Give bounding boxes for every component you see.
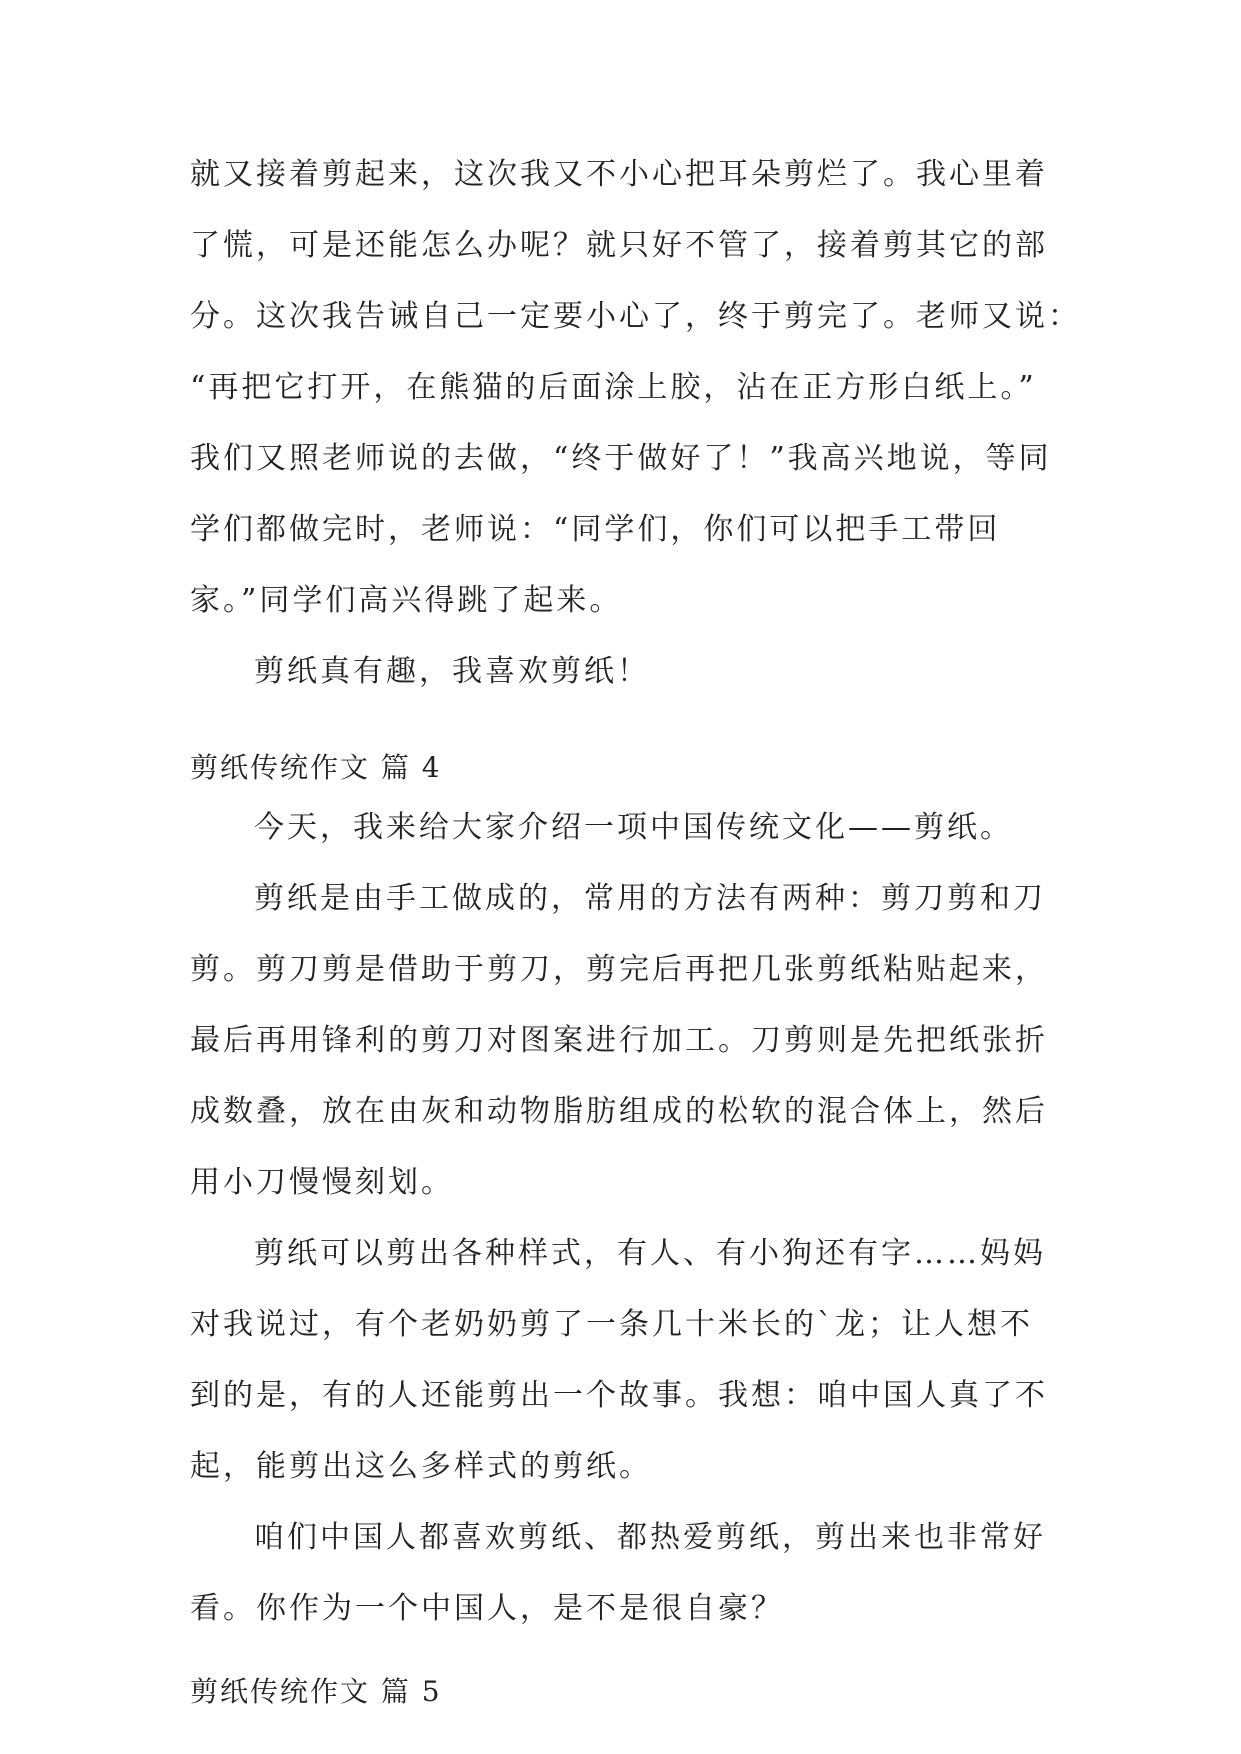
paragraph-line: 成数叠，放在由灰和动物脂肪组成的松软的混合体上，然后 bbox=[190, 1094, 1048, 1129]
paragraph-line: 就又接着剪起来，这次我又不小心把耳朵剪烂了。我心里着 bbox=[190, 157, 1048, 192]
paragraph-line: 剪纸是由手工做成的，常用的方法有两种：剪刀剪和刀 bbox=[254, 881, 1046, 916]
paragraph-line: 到的是，有的人还能剪出一个故事。我想：咱中国人真了不 bbox=[190, 1378, 1048, 1413]
section-heading: 剪纸传统作文 篇 5 bbox=[190, 1675, 442, 1708]
paragraph-line: 对我说过，有个老奶奶剪了一条几十米长的`龙；让人想不 bbox=[190, 1307, 1033, 1342]
paragraph-line: 剪纸真有趣，我喜欢剪纸！ bbox=[254, 654, 650, 689]
paragraph-line: 我们又照老师说的去做，“终于做好了！”我高兴地说，等同 bbox=[190, 441, 1052, 476]
paragraph-line: 今天，我来给大家介绍一项中国传统文化——剪纸。 bbox=[254, 810, 1013, 845]
paragraph-line: 咱们中国人都喜欢剪纸、都热爱剪纸，剪出来也非常好 bbox=[254, 1520, 1046, 1555]
paragraph-line: 分。这次我告诫自己一定要小心了，终于剪完了。老师又说： bbox=[190, 299, 1081, 334]
paragraph-line: 起，能剪出这么多样式的剪纸。 bbox=[190, 1449, 652, 1484]
paragraph-line: 剪。剪刀剪是借助于剪刀，剪完后再把几张剪纸粘贴起来， bbox=[190, 952, 1048, 987]
section-heading: 剪纸传统作文 篇 4 bbox=[190, 751, 442, 784]
paragraph-line: 剪纸可以剪出各种样式，有人、有小狗还有字……妈妈 bbox=[254, 1236, 1046, 1271]
paragraph-line: 家。”同学们高兴得跳了起来。 bbox=[190, 583, 623, 618]
paragraph-line: 用小刀慢慢刻划。 bbox=[190, 1165, 454, 1200]
paragraph-line: 了慌，可是还能怎么办呢？就只好不管了，接着剪其它的部 bbox=[190, 228, 1048, 263]
paragraph-line: 最后再用锋利的剪刀对图案进行加工。刀剪则是先把纸张折 bbox=[190, 1023, 1048, 1058]
paragraph-line: 学们都做完时，老师说：“同学们，你们可以把手工带回 bbox=[190, 512, 1001, 547]
paragraph-line: 看。你作为一个中国人，是不是很自豪？ bbox=[190, 1591, 784, 1626]
paragraph-line: “再把它打开，在熊猫的后面涂上胶，沾在正方形白纸上。” bbox=[190, 370, 1037, 405]
